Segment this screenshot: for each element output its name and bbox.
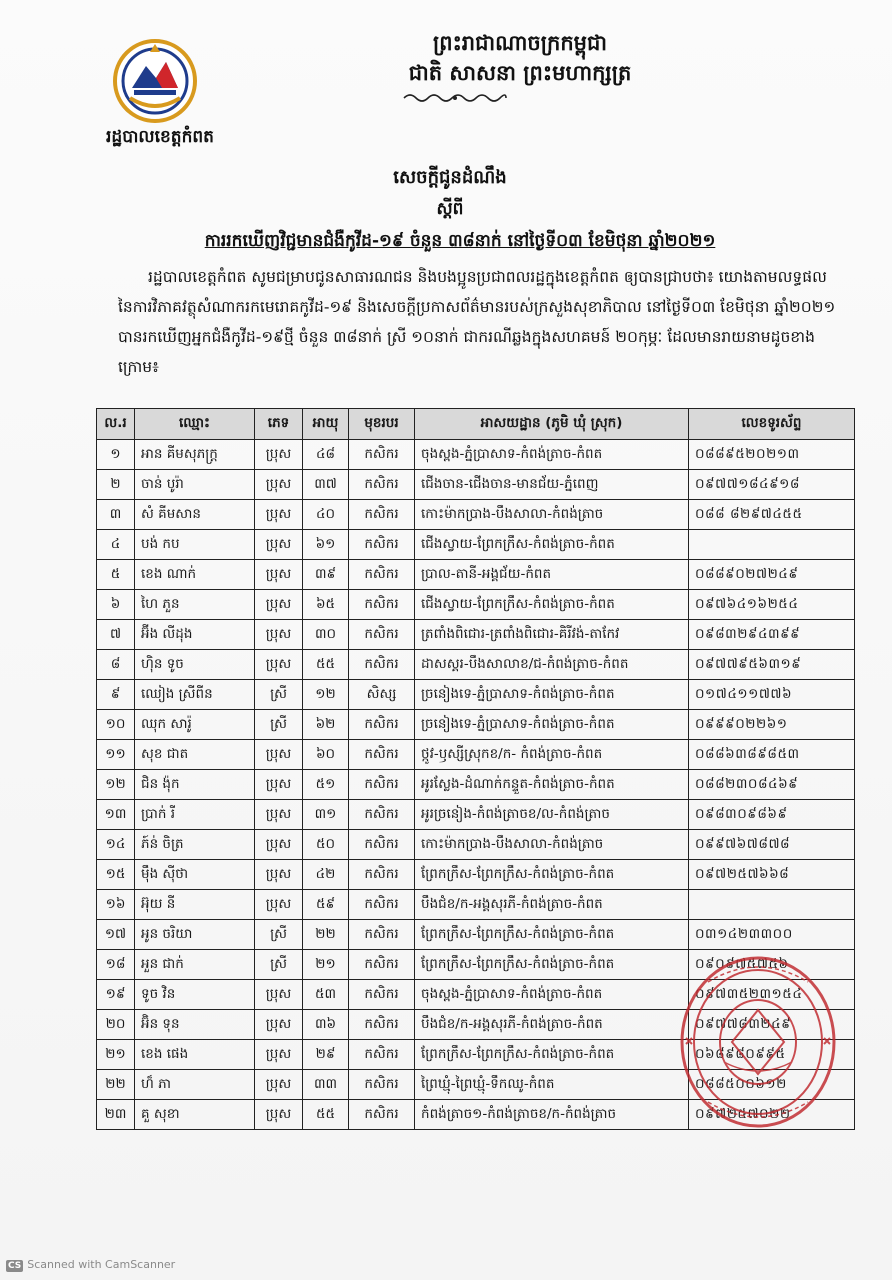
occupation-cell: កសិករ <box>349 770 415 800</box>
person-name-cell: អ៊ុយ នី <box>135 890 255 920</box>
table-row <box>97 1010 855 1040</box>
phone-number-cell: ០៨៨ ៨២៩៧៤៥៥ <box>689 500 855 530</box>
gender-cell: ប្រុស <box>255 650 303 680</box>
gender-cell: ប្រុស <box>255 740 303 770</box>
address-cell: ប្រាល-តានី-អង្គជ័យ-កំពត <box>415 560 689 590</box>
row-number-cell: ៤ <box>97 530 135 560</box>
person-name-cell: ខេង ណាក់ <box>135 560 255 590</box>
address-cell: កំពង់ត្រាច១-កំពង់ត្រាចខ/ក-កំពង់ត្រាច <box>415 1100 689 1130</box>
person-name-cell: ឈុក សារ៉ូ <box>135 710 255 740</box>
gender-cell: ប្រុស <box>255 860 303 890</box>
column-header: មុខរបរ <box>349 409 415 440</box>
column-header: អាសយដ្ឋាន (ភូមិ ឃុំ ស្រុក) <box>415 409 689 440</box>
occupation-cell: កសិករ <box>349 530 415 560</box>
gender-cell: ប្រុស <box>255 440 303 470</box>
age-cell: ៦៥ <box>303 590 349 620</box>
address-cell: ព្រៃឃ្មុំ-ព្រៃឃ្មុំ-ទឹកឈូ-កំពត <box>415 1070 689 1100</box>
gender-cell: ប្រុស <box>255 500 303 530</box>
phone-number-cell: ០៩៨៣២៩៤៣៩៩ <box>689 620 855 650</box>
table-row <box>97 950 855 980</box>
person-name-cell: ឈៀង ស្រីពីន <box>135 680 255 710</box>
phone-number-cell: ០៩៧២៥៧០២២ <box>689 1100 855 1130</box>
table-row <box>97 980 855 1010</box>
phone-number-cell: ០៩៧៧១៨៤៩១៨ <box>689 470 855 500</box>
gender-cell: ប្រុស <box>255 470 303 500</box>
person-name-cell: ចាន់ បូរ៉ា <box>135 470 255 500</box>
age-cell: ៥៥ <box>303 650 349 680</box>
occupation-cell: កសិករ <box>349 650 415 680</box>
table-row <box>97 530 855 560</box>
age-cell: ៥១ <box>303 770 349 800</box>
address-cell: ជើងស្វាយ-ព្រែកក្រឹស-កំពង់ត្រាច-កំពត <box>415 590 689 620</box>
address-cell: ជើងចាន-ជើងចាន-មានជ័យ-ភ្នំពេញ <box>415 470 689 500</box>
phone-number-cell: ០៩៧៦៤១៦២៥៤ <box>689 590 855 620</box>
address-cell: បឹងជំខ/ក-អង្គសុរភី-កំពង់ត្រាច-កំពត <box>415 1010 689 1040</box>
table-row <box>97 650 855 680</box>
address-cell: អូរស្លែង-ដំណាក់កន្ទួត-កំពង់ត្រាច-កំពត <box>415 770 689 800</box>
address-cell: ថ្កូវ-ឫស្សីស្រុកខ/ក- កំពង់ត្រាច-កំពត <box>415 740 689 770</box>
table-row <box>97 590 855 620</box>
person-name-cell: ហ៏ ភា <box>135 1070 255 1100</box>
row-number-cell: ១៨ <box>97 950 135 980</box>
row-number-cell: ១១ <box>97 740 135 770</box>
person-name-cell: អាន គីមសុភក្ត្រ <box>135 440 255 470</box>
age-cell: ១២ <box>303 680 349 710</box>
phone-number-cell: ០៨៨២៣០៨៤៦៩ <box>689 770 855 800</box>
person-name-cell: ហៃ ភួន <box>135 590 255 620</box>
row-number-cell: ៩ <box>97 680 135 710</box>
age-cell: ៥៣ <box>303 980 349 1010</box>
kingdom-heading: ព្រះរាជាណាចក្រកម្ពុជា <box>432 31 607 55</box>
row-number-cell: ១៤ <box>97 830 135 860</box>
table-row <box>97 770 855 800</box>
gender-cell: ប្រុស <box>255 890 303 920</box>
phone-number-cell: ០៨៨៩០២៧២៤៩ <box>689 560 855 590</box>
about-label: ស្តីពី <box>436 199 464 219</box>
age-cell: ៥៥ <box>303 1100 349 1130</box>
row-number-cell: ៣ <box>97 500 135 530</box>
provincial-emblem-icon <box>112 38 198 124</box>
age-cell: ៣៣ <box>303 1070 349 1100</box>
row-number-cell: ១២ <box>97 770 135 800</box>
column-header: លេខទូរស័ព្ទ <box>689 409 855 440</box>
occupation-cell: កសិករ <box>349 1010 415 1040</box>
person-name-cell: ខេង ផេង <box>135 1040 255 1070</box>
scanner-watermark <box>6 1258 175 1272</box>
cases-table <box>96 408 855 1130</box>
address-cell: ចុងស្ពង-ភ្នំប្រាសាទ-កំពង់ត្រាច-កំពត <box>415 440 689 470</box>
address-cell: បឹងជំខ/ក-អង្គសុរភី-កំពង់ត្រាច-កំពត <box>415 890 689 920</box>
row-number-cell: ១៧ <box>97 920 135 950</box>
column-header: ល.រ <box>97 409 135 440</box>
occupation-cell: កសិករ <box>349 1100 415 1130</box>
person-name-cell: អូន ចរិយា <box>135 920 255 950</box>
occupation-cell: កសិករ <box>349 920 415 950</box>
gender-cell: ប្រុស <box>255 830 303 860</box>
table-row <box>97 560 855 590</box>
person-name-cell: ហ៊ិន ទូច <box>135 650 255 680</box>
row-number-cell: ៧ <box>97 620 135 650</box>
row-number-cell: ២១ <box>97 1040 135 1070</box>
address-cell: ព្រែកក្រឹស-ព្រែកក្រឹស-កំពង់ត្រាច-កំពត <box>415 860 689 890</box>
address-cell: ព្រែកក្រឹស-ព្រែកក្រឹស-កំពង់ត្រាច-កំពត <box>415 950 689 980</box>
table-row <box>97 680 855 710</box>
age-cell: ៦១ <box>303 530 349 560</box>
gender-cell: ប្រុស <box>255 770 303 800</box>
person-name-cell: អួន ជាក់ <box>135 950 255 980</box>
phone-number-cell: ០១៧៤១១៧៧៦ <box>689 680 855 710</box>
phone-number-cell: ០៦៨៩៨០៩៩៥ <box>689 1040 855 1070</box>
phone-number-cell: ០៩០៩៧៥៧៥៦ <box>689 950 855 980</box>
gender-cell: ប្រុស <box>255 530 303 560</box>
address-cell: ច្រនៀងទេ-ភ្នំប្រាសាទ-កំពង់ត្រាច-កំពត <box>415 710 689 740</box>
age-cell: ៥៩ <box>303 890 349 920</box>
table-row <box>97 470 855 500</box>
phone-number-cell <box>689 890 855 920</box>
document-title: សេចក្តីជូនដំណឹង <box>393 167 507 188</box>
table-row <box>97 1040 855 1070</box>
occupation-cell: កសិករ <box>349 1070 415 1100</box>
row-number-cell: ២២ <box>97 1070 135 1100</box>
row-number-cell: ៦ <box>97 590 135 620</box>
phone-number-cell: ០៩៧៣៥២៣១៥៤ <box>689 980 855 1010</box>
gender-cell: ប្រុស <box>255 980 303 1010</box>
body-paragraph: រដ្ឋបាលខេត្តកំពត សូមជម្រាបជូនសាធារណជន និងបងប្អូនប្រជាពលរដ្ឋក្នុងខេត្តកំពត ឲ្យបានជ្រាបថា៖ យោងតាមលទ្ធផល នៃការវិភាគវត្ថុសំណាករកមេរោគកូវីដ-១៩ និងសេចក្តីប្រកាសព័ត៌មានរបស់ក្រសួងសុខាភិបាល នៅថ្ងៃទី០៣ ខែមិថុនា ឆ្នាំ២០២១ បានរកឃើញអ្នកជំងឺកូវីដ-១៩ថ្មី ចំនួន ៣៨នាក់ ស្រី ១០នាក់ ជាករណីឆ្លងក្នុងសហគមន៍ ២០កុម្ភៈ ដែលមានរាយនាមដូចខាងក្រោម៖ <box>118 268 836 376</box>
ornament-divider-icon <box>400 92 510 104</box>
person-name-cell: ម៉ឹង ស៊ីថា <box>135 860 255 890</box>
age-cell: ៤០ <box>303 500 349 530</box>
occupation-cell: កសិករ <box>349 800 415 830</box>
address-cell: កោះម៉ាកប្រាង-បឹងសាលា-កំពង់ត្រាច <box>415 830 689 860</box>
gender-cell: ប្រុស <box>255 1070 303 1100</box>
occupation-cell: កសិករ <box>349 560 415 590</box>
row-number-cell: ១០ <box>97 710 135 740</box>
gender-cell: ប្រុស <box>255 1010 303 1040</box>
address-cell: អូរច្រនៀង-កំពង់ត្រាចខ/ល-កំពង់ត្រាច <box>415 800 689 830</box>
table-row <box>97 710 855 740</box>
person-name-cell: បង់ កប <box>135 530 255 560</box>
row-number-cell: ៨ <box>97 650 135 680</box>
gender-cell: ប្រុស <box>255 590 303 620</box>
row-number-cell: ១៣ <box>97 800 135 830</box>
phone-number-cell: ០៩៩៩០២២៦១ <box>689 710 855 740</box>
address-cell: ព្រែកក្រឹស-ព្រែកក្រឹស-កំពង់ត្រាច-កំពត <box>415 1040 689 1070</box>
table-row <box>97 740 855 770</box>
gender-cell: ស្រី <box>255 950 303 980</box>
address-cell: ត្រពាំងពិជោរ-ត្រពាំងពិជោរ-គិរីវង់-តាកែវ <box>415 620 689 650</box>
age-cell: ៣០ <box>303 620 349 650</box>
document-subject: ការរកឃើញវិជ្ជមានជំងឺកូវីដ-១៩ ចំនួន ៣៨នាក់ នៅថ្ងៃទី០៣ ខែមិថុនា ឆ្នាំ២០២១ <box>204 231 716 251</box>
occupation-cell: សិស្ស <box>349 680 415 710</box>
person-name-cell: សុខ ជាត <box>135 740 255 770</box>
occupation-cell: កសិករ <box>349 890 415 920</box>
gender-cell: ស្រី <box>255 680 303 710</box>
phone-number-cell: ០៩៧៧៩៥៦៣១៩ <box>689 650 855 680</box>
occupation-cell: កសិករ <box>349 830 415 860</box>
address-cell: ជើងស្វាយ-ព្រែកក្រឹស-កំពង់ត្រាច-កំពត <box>415 530 689 560</box>
phone-number-cell: ០៩៧៧៨៣២៤៩ <box>689 1010 855 1040</box>
row-number-cell: ២ <box>97 470 135 500</box>
age-cell: ២១ <box>303 950 349 980</box>
gender-cell: ស្រី <box>255 920 303 950</box>
gender-cell: ប្រុស <box>255 1100 303 1130</box>
occupation-cell: កសិករ <box>349 440 415 470</box>
occupation-cell: កសិករ <box>349 590 415 620</box>
row-number-cell: ១៦ <box>97 890 135 920</box>
person-name-cell: គួ សុខា <box>135 1100 255 1130</box>
gender-cell: ស្រី <box>255 710 303 740</box>
phone-number-cell: ០៣១៤២៣៣០០ <box>689 920 855 950</box>
row-number-cell: ១ <box>97 440 135 470</box>
occupation-cell: កសិករ <box>349 710 415 740</box>
table-row <box>97 800 855 830</box>
occupation-cell: កសិករ <box>349 1040 415 1070</box>
gender-cell: ប្រុស <box>255 560 303 590</box>
phone-number-cell: ០៨៨៥០០៦១២ <box>689 1070 855 1100</box>
row-number-cell: ២៣ <box>97 1100 135 1130</box>
address-cell: ព្រែកក្រឹស-ព្រែកក្រឹស-កំពង់ត្រាច-កំពត <box>415 920 689 950</box>
person-name-cell: អ៊ិន ទុន <box>135 1010 255 1040</box>
age-cell: ៣១ <box>303 800 349 830</box>
age-cell: ៤៨ <box>303 440 349 470</box>
age-cell: ៦២ <box>303 710 349 740</box>
person-name-cell: ភ៍ន់ ចិត្រ <box>135 830 255 860</box>
table-body <box>97 440 855 1130</box>
table-row <box>97 620 855 650</box>
age-cell: ៥០ <box>303 830 349 860</box>
phone-number-cell: ០៨៨៦៣៨៩៨៥៣ <box>689 740 855 770</box>
phone-number-cell: ០៩៧២៥៧៦៦៨ <box>689 860 855 890</box>
age-cell: ៣៦ <box>303 1010 349 1040</box>
phone-number-cell: ០៩៨៣០៩៨៦៩ <box>689 800 855 830</box>
gender-cell: ប្រុស <box>255 800 303 830</box>
age-cell: ៣៧ <box>303 470 349 500</box>
table-row <box>97 860 855 890</box>
national-motto: ជាតិ សាសនា ព្រះមហាក្សត្រ <box>408 61 632 85</box>
person-name-cell: ប្រាក់ រី <box>135 800 255 830</box>
table-header-row <box>97 409 855 440</box>
phone-number-cell: ០៨៨៩៥២០២១៣ <box>689 440 855 470</box>
column-header: ភេទ <box>255 409 303 440</box>
organization-name: រដ្ឋបាលខេត្តកំពត <box>106 127 214 147</box>
gender-cell: ប្រុស <box>255 1040 303 1070</box>
gender-cell: ប្រុស <box>255 620 303 650</box>
age-cell: ៤២ <box>303 860 349 890</box>
column-header: អាយុ <box>303 409 349 440</box>
person-name-cell: អ៊ីង លីដុង <box>135 620 255 650</box>
age-cell: ២២ <box>303 920 349 950</box>
row-number-cell: ១៩ <box>97 980 135 1010</box>
phone-number-cell: ០៩៩៧៦៧៨៧៨ <box>689 830 855 860</box>
table-row <box>97 500 855 530</box>
address-cell: ចុងស្ពង-ភ្នំប្រាសាទ-កំពង់ត្រាច-កំពត <box>415 980 689 1010</box>
scanner-badge: CS <box>8 1261 22 1271</box>
occupation-cell: កសិករ <box>349 980 415 1010</box>
occupation-cell: កសិករ <box>349 950 415 980</box>
table-row <box>97 1070 855 1100</box>
person-name-cell: ជិន ង៉ុក <box>135 770 255 800</box>
table-row <box>97 440 855 470</box>
address-cell: កោះម៉ាកប្រាង-បឹងសាលា-កំពង់ត្រាច <box>415 500 689 530</box>
occupation-cell: កសិករ <box>349 740 415 770</box>
row-number-cell: ១៥ <box>97 860 135 890</box>
occupation-cell: កសិករ <box>349 500 415 530</box>
person-name-cell: សំ គីមសាន <box>135 500 255 530</box>
age-cell: ២៩ <box>303 1040 349 1070</box>
table-row <box>97 890 855 920</box>
column-header: ឈ្មោះ <box>135 409 255 440</box>
table-row <box>97 920 855 950</box>
row-number-cell: ២០ <box>97 1010 135 1040</box>
age-cell: ៦០ <box>303 740 349 770</box>
person-name-cell: ទូច វិន <box>135 980 255 1010</box>
age-cell: ៣៩ <box>303 560 349 590</box>
occupation-cell: កសិករ <box>349 620 415 650</box>
occupation-cell: កសិករ <box>349 860 415 890</box>
row-number-cell: ៥ <box>97 560 135 590</box>
table-row <box>97 830 855 860</box>
table-row <box>97 1100 855 1130</box>
scanner-text: Scanned with CamScanner <box>27 1258 176 1271</box>
occupation-cell: កសិករ <box>349 470 415 500</box>
address-cell: ដាសស្គរ-បឹងសាលាខ/ជ-កំពង់ត្រាច-កំពត <box>415 650 689 680</box>
address-cell: ច្រនៀងទេ-ភ្នំប្រាសាទ-កំពង់ត្រាច-កំពត <box>415 680 689 710</box>
phone-number-cell <box>689 530 855 560</box>
